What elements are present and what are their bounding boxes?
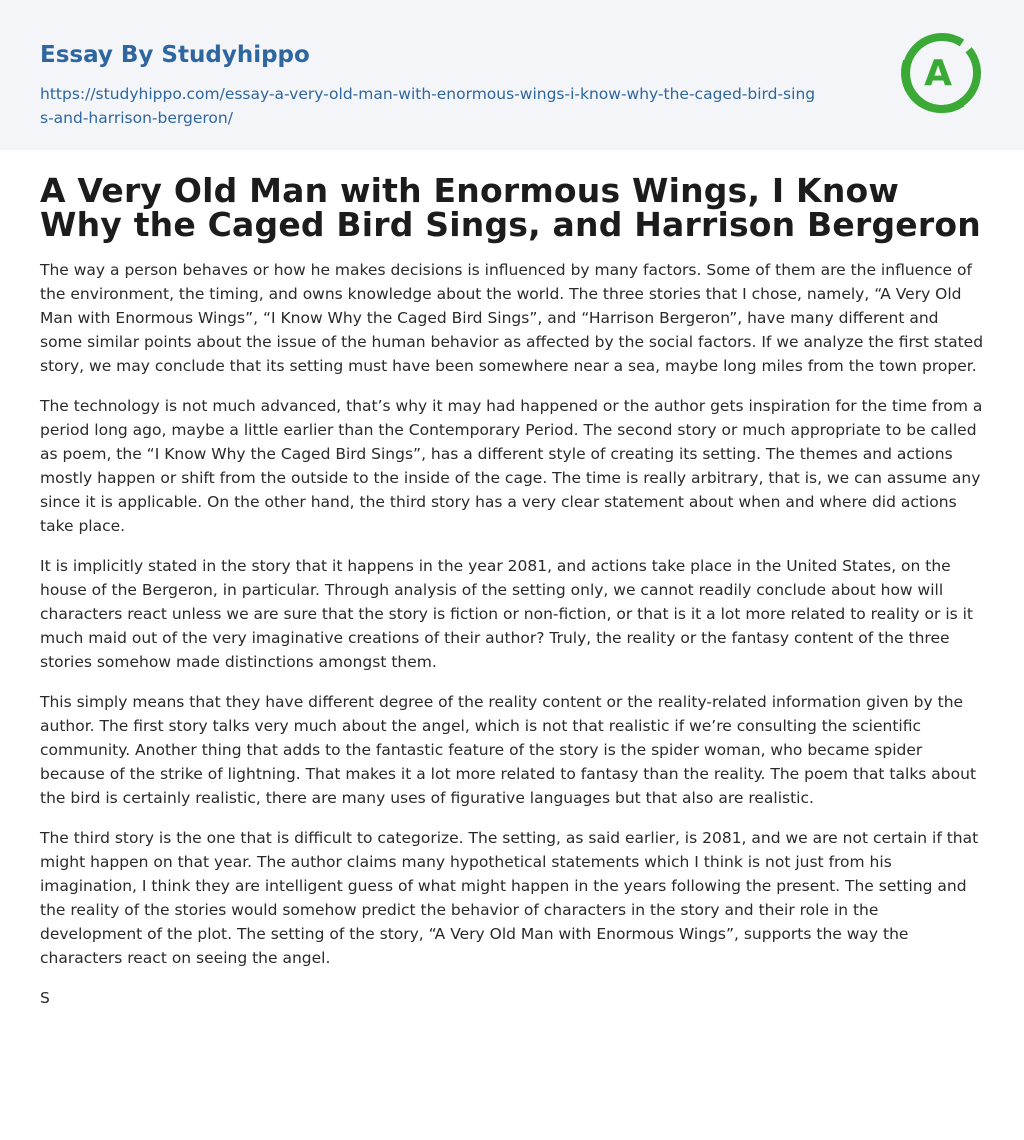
brand-title[interactable]: Essay By Studyhippo — [40, 42, 310, 68]
essay-paragraph: It is implicitly stated in the story that it happens in the year 2081, and actions take place in the United States, on the house of the Bergeron, in particular. Through analysis of the setting only, we cannot readily conclude about how will characters react unless we are sure that the story is fiction or non-fiction, or that is it a lot more related to reality or is it much maid out of the very imaginative creations of their author? Truly, the reality or the fantasy content of the three stories somehow made distinctions amongst them. — [40, 557, 974, 671]
essay-paragraph: This simply means that they have different degree of the reality content or the reality-related information given by the author. The first story talks very much about the angel, which is not that realistic if we’re consulting the scientific community. Another thing that adds to the fantastic feature of the story is the spider woman, who became spider because of the strike of lightning. That makes it a lot more related to fantasy than the reality. The poem that talks about the bird is certainly realistic, there are many uses of figurative languages but that also are realistic. — [40, 693, 977, 807]
essay-paragraph: The third story is the one that is difficult to categorize. The setting, as said earlier, is 2081, and we are not certain if that might happen on that year. The author claims many hypothetical statements which I think is not just from his imagination, I think they are intelligent guess of what might happen in the years following the present. The setting and the reality of the stories would somehow predict the behavior of characters in the story and their role in the development of the plot. The setting of the story, “A Very Old Man with Enormous Wings”, supports the way the characters react on seeing the angel. — [40, 829, 979, 967]
essay-url-link[interactable]: https://studyhippo.com/essay-a-very-old-man-with-enormous-wings-i-know-why-the-caged-bird-sings-and-harrison-bergeron/ — [40, 85, 816, 127]
studyhippo-logo-icon[interactable] — [896, 28, 986, 118]
essay-paragraph-truncated: S — [40, 989, 50, 1007]
essay-paragraph: The way a person behaves or how he makes decisions is influenced by many factors. Some of them are the influence of the environment, the timing, and owns knowledge about the world. The three stories that I chose, namely, “A Very Old Man with Enormous Wings”, “I Know Why the Caged Bird Sings”, and “Harrison Bergeron”, have many different and some similar points about the issue of the human behavior as affected by the social factors. If we analyze the first stated story, we may conclude that its setting must have been somewhere near a sea, maybe long miles from the town proper. — [40, 261, 984, 375]
logo-letter: A — [924, 53, 952, 94]
essay-title: A Very Old Man with Enormous Wings, I Know Why the Caged Bird Sings, and Harrison Bergeron — [40, 171, 981, 244]
site-header — [0, 0, 1024, 150]
essay-paragraph: The technology is not much advanced, that’s why it may had happened or the author gets inspiration for the time from a period long ago, maybe a little earlier than the Contemporary Period. The second story or much appropriate to be called as poem, the “I Know Why the Caged Bird Sings”, has a different style of creating its setting. The themes and actions mostly happen or shift from the outside to the inside of the cage. The time is really arbitrary, that is, we can assume any since it is applicable. On the other hand, the third story has a very clear statement about when and where did actions take place. — [40, 397, 983, 535]
article — [0, 171, 1024, 1010]
